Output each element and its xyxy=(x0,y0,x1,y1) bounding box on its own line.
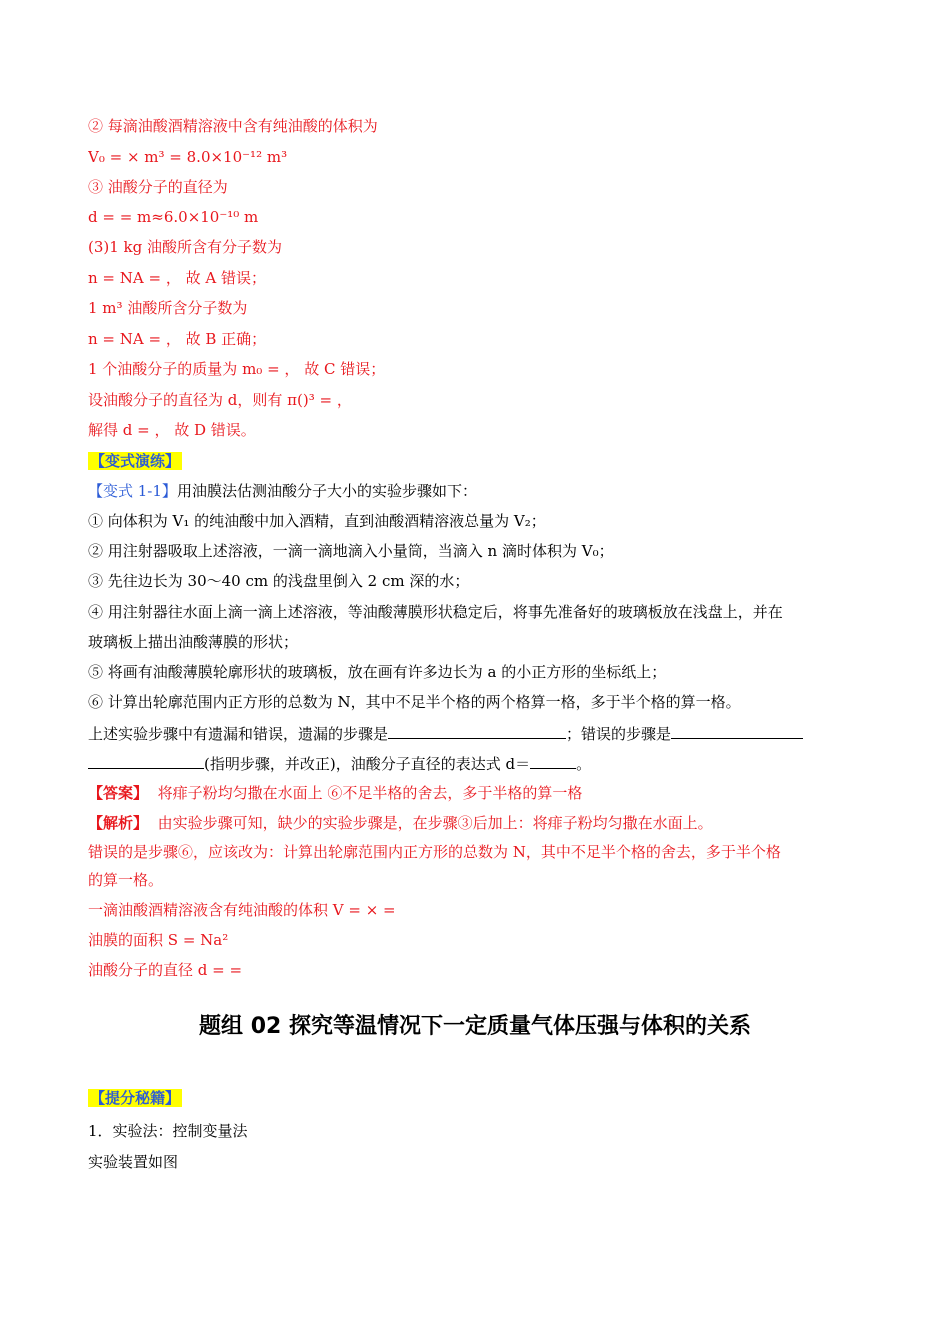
solution-line: n = NA = ， 故 A 错误； xyxy=(88,269,266,287)
variant-tag: 【变式 1-1】 xyxy=(88,482,177,500)
question-text: 。 xyxy=(576,755,592,773)
analysis-line: 油膜的面积 S = Na² xyxy=(88,931,229,949)
question-text: (指明步骤，并改正)，油酸分子直径的表达式 d＝ xyxy=(204,755,531,773)
step-line: ⑤ 将画有油酸薄膜轮廓形状的玻璃板，放在画有许多边长为 a 的小正方形的坐标纸上； xyxy=(88,663,667,681)
analysis-line: 油酸分子的直径 d = = xyxy=(88,961,243,979)
solution-line: (3)1 kg 油酸所含有分子数为 xyxy=(88,238,283,256)
section-tag-tips xyxy=(88,1088,868,1108)
solution-line: 1 个油酸分子的质量为 m₀ = ， 故 C 错误； xyxy=(88,360,386,378)
answer-blank[interactable] xyxy=(88,752,204,769)
step-line: ② 用注射器吸取上述溶液，一滴一滴地滴入小量筒，当滴入 n 滴时体积为 V₀； xyxy=(88,542,614,560)
step-line: ④ 用注射器往水面上滴一滴上述溶液，等油酸薄膜形状稳定后，将事先准备好的玻璃板放在浅盘上，并在 xyxy=(88,603,783,621)
section-tag-variant xyxy=(88,451,868,471)
solution-line: d = = m≈6.0×10⁻¹⁰ m xyxy=(88,208,259,226)
method-line: 1．实验法：控制变量法 xyxy=(88,1122,248,1140)
variant-intro xyxy=(88,481,868,501)
answer-tag: 【答案】 xyxy=(88,784,149,802)
question-line xyxy=(88,722,868,744)
step-line: ③ 先往边长为 30～40 cm 的浅盘里倒入 2 cm 深的水； xyxy=(88,572,470,590)
setup-line: 实验装置如图 xyxy=(88,1153,179,1171)
question-text: ；错误的步骤是 xyxy=(566,725,672,743)
section-heading: 题组 02 探究等温情况下一定质量气体压强与体积的关系 xyxy=(199,1014,751,1039)
analysis-line: 的算一格。 xyxy=(88,871,164,889)
solution-line: 解得 d = ， 故 D 错误。 xyxy=(88,421,256,439)
analysis-tag: 【解析】 xyxy=(88,814,149,832)
solution-line: 1 m³ 油酸所含分子数为 xyxy=(88,299,248,317)
analysis-text: 由实验步骤可知，缺少的实验步骤是，在步骤③后加上：将痱子粉均匀撒在水面上。 xyxy=(157,814,713,832)
solution-line: 设油酸分子的直径为 d，则有 π()³ = ， xyxy=(88,391,352,409)
answer-blank[interactable] xyxy=(671,722,803,739)
answer-line xyxy=(88,783,868,803)
question-line xyxy=(88,752,868,774)
variant-intro-text: 用油膜法估测油酸分子大小的实验步骤如下： xyxy=(176,482,477,500)
step-line: 玻璃板上描出油酸薄膜的形状； xyxy=(88,633,299,651)
step-line: ⑥ 计算出轮廓范围内正方形的总数为 N，其中不足半个格的两个格算一格，多于半个格的算一格。 xyxy=(88,693,741,711)
analysis-line xyxy=(88,813,868,833)
highlight-tag: 【提分秘籍】 xyxy=(90,1089,181,1107)
answer-text: 将痱子粉均匀撒在水面上 ⑥不足半格的舍去，多于半格的算一格 xyxy=(157,784,583,802)
analysis-line: 一滴油酸酒精溶液含有纯油酸的体积 V = × = xyxy=(88,901,396,919)
step-line: ① 向体积为 V₁ 的纯油酸中加入酒精，直到油酸酒精溶液总量为 V₂； xyxy=(88,512,546,530)
answer-blank[interactable] xyxy=(388,722,566,739)
question-text: 上述实验步骤中有遗漏和错误，遗漏的步骤是 xyxy=(88,725,389,743)
highlight-tag: 【变式演练】 xyxy=(90,452,181,470)
answer-blank[interactable] xyxy=(530,752,576,769)
solution-line: ③ 油酸分子的直径为 xyxy=(88,178,228,196)
solution-line: n = NA = ， 故 B 正确； xyxy=(88,330,267,348)
solution-line: V₀ = × m³ = 8.0×10⁻¹² m³ xyxy=(88,148,288,166)
solution-line: ② 每滴油酸酒精溶液中含有纯油酸的体积为 xyxy=(88,117,378,135)
analysis-line: 错误的是步骤⑥，应该改为：计算出轮廓范围内正方形的总数为 N，其中不足半个格的舍去，多于半个格 xyxy=(88,843,781,861)
